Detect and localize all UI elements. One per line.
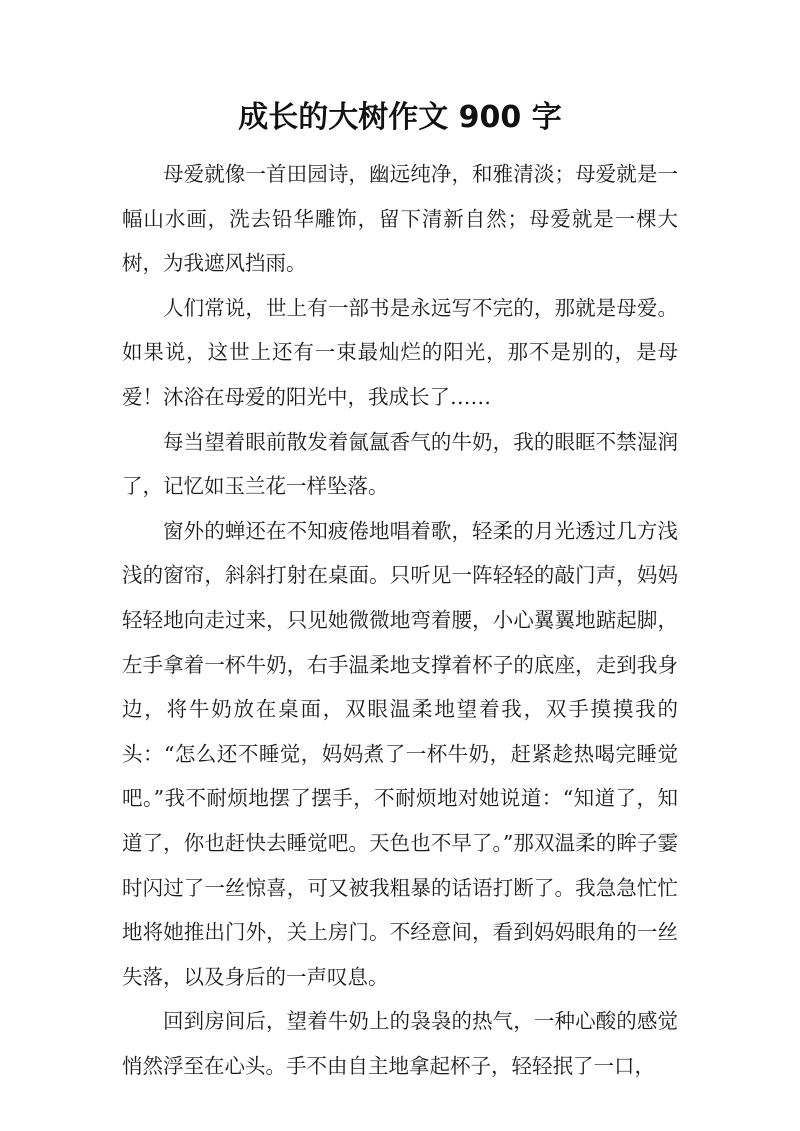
document-body [122,152,678,1088]
paragraph: 母爱就像一首田园诗，幽远纯净，和雅清淡；母爱就是一幅山水画，洗去铅华雕饰，留下清新自然；母爱就是一棵大树，为我遮风挡雨。 [122,162,678,276]
document-title: 成长的大树作文 900 字 [238,100,562,135]
paragraph: 回到房间后，望着牛奶上的袅袅的热气，一种心酸的感觉悄然浮至在心头。手不由自主地拿起杯子，轻轻抿了一口， [122,1009,678,1078]
paragraph: 人们常说，世上有一部书是永远写不完的，那就是母爱。如果说，这世上还有一束最灿烂的阳光，那不是别的，是母爱！沐浴在母爱的阳光中，我成长了…… [122,295,678,409]
paragraph: 窗外的蝉还在不知疲倦地唱着歌，轻柔的月光透过几方浅浅的窗帘，斜斜打射在桌面。只听见一阵轻轻的敲门声，妈妈轻轻地向走过来，只见她微微地弯着腰，小心翼翼地踮起脚，左手拿着一杯牛奶，右手温柔地支撑着杯子的底座，走到我身边，将牛奶放在桌面，双眼温柔地望着我，双手摸摸我的头：“怎么还不睡觉，妈妈煮了一杯牛奶，赶紧趁热喝完睡觉吧。”我不耐烦地摆了摆手，不耐烦地对她说道：“知道了，知道了，你也赶快去睡觉吧。天色也不早了。”那双温柔的眸子霎时闪过了一丝惊喜，可又被我粗暴的话语打断了。我急急忙忙地将她推出门外，关上房门。不经意间，看到妈妈眼角的一丝失落，以及身后的一声叹息。 [122,518,678,989]
paragraph: 每当望着眼前散发着氤氲香气的牛奶，我的眼眶不禁湿润了，记忆如玉兰花一样坠落。 [122,429,678,499]
